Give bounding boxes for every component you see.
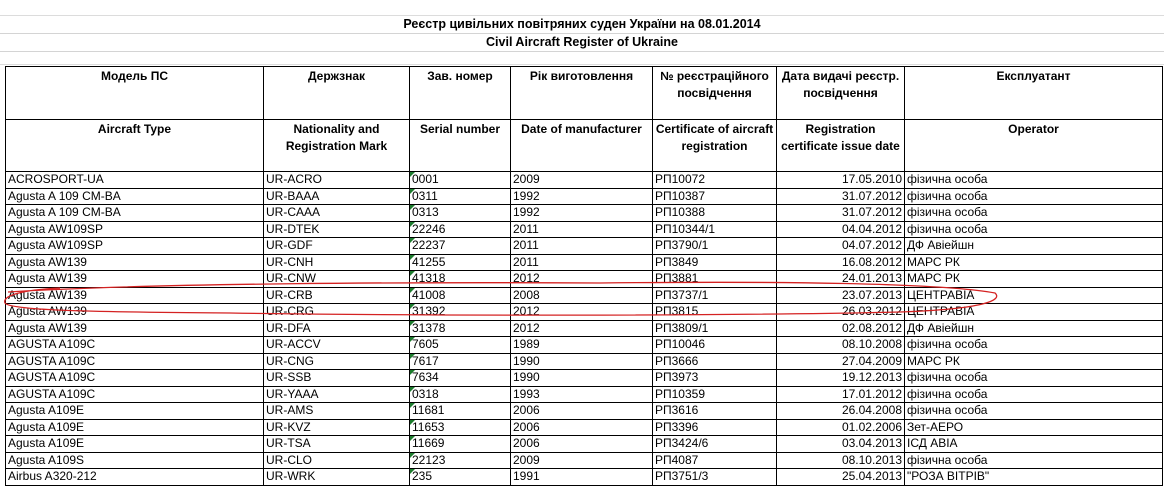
cell-issue-date[interactable]: 25.04.2013 (777, 469, 905, 486)
cell-aircraft-type[interactable]: AGUSTA A109C (6, 386, 264, 403)
cell-registration-mark[interactable]: UR-SSB (264, 370, 410, 387)
header-registration-mark-ua[interactable]: Держзнак (264, 67, 410, 120)
cell-aircraft-type[interactable]: Agusta AW139 (6, 320, 264, 337)
cell-issue-date[interactable]: 31.07.2012 (777, 188, 905, 205)
cell-aircraft-type[interactable]: Agusta A109E (6, 419, 264, 436)
cell-year[interactable]: 1989 (511, 337, 653, 354)
cell-aircraft-type[interactable]: Agusta AW109SP (6, 238, 264, 255)
cell-registration-mark[interactable]: UR-AMS (264, 403, 410, 420)
cell-year[interactable]: 1991 (511, 469, 653, 486)
cell-serial-number[interactable]: 22123 (410, 452, 511, 469)
cell-issue-date[interactable]: 27.04.2009 (777, 353, 905, 370)
cell-year[interactable]: 2012 (511, 271, 653, 288)
cell-registration-mark[interactable]: UR-BAAA (264, 188, 410, 205)
cell-certificate[interactable]: РП3396 (653, 419, 777, 436)
cell-issue-date[interactable]: 01.02.2006 (777, 419, 905, 436)
header-date-of-manufacture[interactable]: Date of manufacturer (511, 120, 653, 172)
header-serial-number-ua[interactable]: Зав. номер (410, 67, 511, 120)
cell-issue-date[interactable]: 23.07.2013 (777, 287, 905, 304)
cell-aircraft-type[interactable]: AGUSTA A109C (6, 353, 264, 370)
cell-certificate[interactable]: РП3809/1 (653, 320, 777, 337)
cell-serial-number[interactable]: 31392 (410, 304, 511, 321)
cell-issue-date[interactable]: 26.03.2012 (777, 304, 905, 321)
table-row (6, 386, 1163, 403)
cell-certificate[interactable]: РП3424/6 (653, 436, 777, 453)
header-row-ua (6, 67, 1163, 120)
cell-registration-mark[interactable]: UR-GDF (264, 238, 410, 255)
table-row (6, 452, 1163, 469)
cell-operator[interactable]: Зет-АЕРО (905, 419, 1163, 436)
cell-year[interactable]: 2009 (511, 452, 653, 469)
cell-certificate[interactable]: РП3616 (653, 403, 777, 420)
table-row (6, 469, 1163, 486)
cell-serial-number[interactable]: 22237 (410, 238, 511, 255)
cell-aircraft-type[interactable]: Agusta AW139 (6, 271, 264, 288)
table-row (6, 188, 1163, 205)
cell-serial-number[interactable]: 7634 (410, 370, 511, 387)
header-registration-mark[interactable]: Nationality and Registration Mark (264, 120, 410, 172)
cell-issue-date[interactable]: 16.08.2012 (777, 254, 905, 271)
cell-registration-mark[interactable]: UR-DFA (264, 320, 410, 337)
register-body (6, 172, 1163, 486)
cell-year[interactable]: 1990 (511, 353, 653, 370)
cell-certificate[interactable]: РП10388 (653, 205, 777, 222)
cell-registration-mark[interactable]: UR-CNH (264, 254, 410, 271)
cell-aircraft-type[interactable]: Agusta A109S (6, 452, 264, 469)
cell-registration-mark[interactable]: UR-CNG (264, 353, 410, 370)
cell-certificate[interactable]: РП4087 (653, 452, 777, 469)
cell-year[interactable]: 2006 (511, 419, 653, 436)
cell-aircraft-type[interactable]: Agusta AW109SP (6, 221, 264, 238)
table-row (6, 238, 1163, 255)
cell-issue-date[interactable]: 26.04.2008 (777, 403, 905, 420)
cell-registration-mark[interactable]: UR-DTEK (264, 221, 410, 238)
header-serial-number[interactable]: Serial number (410, 120, 511, 172)
cell-aircraft-type[interactable]: Agusta A109E (6, 436, 264, 453)
cell-issue-date[interactable]: 04.07.2012 (777, 238, 905, 255)
table-row (6, 353, 1163, 370)
cell-year[interactable]: 1990 (511, 370, 653, 387)
cell-operator[interactable]: ДФ Авіейшн (905, 320, 1163, 337)
register-title-ua: Реєстр цивільних повітряних суден України на 08.01.2014 (0, 16, 1164, 34)
cell-certificate[interactable]: РП10072 (653, 172, 777, 189)
cell-issue-date[interactable]: 24.01.2013 (777, 271, 905, 288)
grid-line (0, 64, 1164, 65)
cell-year[interactable]: 2006 (511, 436, 653, 453)
cell-operator[interactable]: фізична особа (905, 221, 1163, 238)
table-row (6, 337, 1163, 354)
header-certificate-ua[interactable]: № реєстраційного посвідчення (653, 67, 777, 120)
cell-issue-date[interactable]: 08.10.2008 (777, 337, 905, 354)
cell-operator[interactable]: фізична особа (905, 370, 1163, 387)
cell-aircraft-type[interactable]: AGUSTA A109C (6, 370, 264, 387)
table-row (6, 320, 1163, 337)
cell-operator[interactable]: фізична особа (905, 337, 1163, 354)
cell-operator[interactable]: фізична особа (905, 452, 1163, 469)
cell-registration-mark[interactable]: UR-TSA (264, 436, 410, 453)
cell-aircraft-type[interactable]: ACROSPORT-UA (6, 172, 264, 189)
cell-certificate[interactable]: РП3815 (653, 304, 777, 321)
cell-certificate[interactable]: РП3973 (653, 370, 777, 387)
cell-issue-date[interactable]: 08.10.2013 (777, 452, 905, 469)
cell-issue-date[interactable]: 03.04.2013 (777, 436, 905, 453)
table-row-highlighted (6, 287, 1163, 304)
cell-serial-number[interactable]: 0311 (410, 188, 511, 205)
cell-certificate[interactable]: РП3666 (653, 353, 777, 370)
cell-aircraft-type[interactable]: Agusta A109E (6, 403, 264, 420)
cell-operator[interactable]: фізична особа (905, 386, 1163, 403)
cell-year[interactable]: 2006 (511, 403, 653, 420)
cell-aircraft-type[interactable]: Agusta A 109 CM-BA (6, 205, 264, 222)
table-row (6, 370, 1163, 387)
header-year-ua[interactable]: Рік виготовлення (511, 67, 653, 120)
cell-aircraft-type[interactable]: Airbus A320-212 (6, 469, 264, 486)
table-row (6, 172, 1163, 189)
cell-serial-number[interactable]: 0313 (410, 205, 511, 222)
table-row (6, 205, 1163, 222)
cell-operator[interactable]: фізична особа (905, 188, 1163, 205)
cell-year[interactable]: 2012 (511, 320, 653, 337)
cell-operator[interactable]: "РОЗА ВІТРІВ" (905, 469, 1163, 486)
table-row (6, 403, 1163, 420)
table-row (6, 419, 1163, 436)
cell-issue-date[interactable]: 17.01.2012 (777, 386, 905, 403)
cell-year[interactable]: 2009 (511, 172, 653, 189)
cell-registration-mark[interactable]: UR-CRB (264, 287, 410, 304)
cell-serial-number[interactable]: 41255 (410, 254, 511, 271)
table-row (6, 304, 1163, 321)
cell-issue-date[interactable]: 17.05.2010 (777, 172, 905, 189)
table-row (6, 254, 1163, 271)
cell-aircraft-type[interactable]: Agusta A 109 CM-BA (6, 188, 264, 205)
cell-registration-mark[interactable]: UR-CRG (264, 304, 410, 321)
aircraft-register-table (5, 66, 1163, 486)
cell-certificate[interactable]: РП3790/1 (653, 238, 777, 255)
cell-certificate[interactable]: РП3849 (653, 254, 777, 271)
table-row (6, 221, 1163, 238)
grid-line (0, 15, 1164, 16)
cell-registration-mark[interactable]: UR-ACRO (264, 172, 410, 189)
table-row (6, 436, 1163, 453)
cell-registration-mark[interactable]: UR-ACCV (264, 337, 410, 354)
cell-registration-mark[interactable]: UR-CNW (264, 271, 410, 288)
cell-certificate[interactable]: РП10387 (653, 188, 777, 205)
cell-registration-mark[interactable]: UR-CAAA (264, 205, 410, 222)
header-operator[interactable]: Operator (905, 120, 1163, 172)
cell-year[interactable]: 1993 (511, 386, 653, 403)
cell-certificate[interactable]: РП3751/3 (653, 469, 777, 486)
cell-registration-mark[interactable]: UR-CLO (264, 452, 410, 469)
cell-certificate[interactable]: РП10046 (653, 337, 777, 354)
cell-serial-number[interactable]: 41008 (410, 287, 511, 304)
cell-operator[interactable]: ЦЕНТРАВІА (905, 304, 1163, 321)
header-issue-date-ua[interactable]: Дата видачі реєстр. посвідчення (777, 67, 905, 120)
header-issue-date[interactable]: Registration certificate issue date (777, 120, 905, 172)
cell-serial-number[interactable]: 31378 (410, 320, 511, 337)
cell-serial-number[interactable]: 0318 (410, 386, 511, 403)
cell-registration-mark[interactable]: UR-WRK (264, 469, 410, 486)
cell-year[interactable]: 2011 (511, 221, 653, 238)
cell-serial-number[interactable]: 11669 (410, 436, 511, 453)
cell-year[interactable]: 2012 (511, 304, 653, 321)
cell-certificate[interactable]: РП10359 (653, 386, 777, 403)
header-certificate[interactable]: Certificate of aircraft registration (653, 120, 777, 172)
cell-serial-number[interactable]: 11681 (410, 403, 511, 420)
cell-operator[interactable]: МАРС РК (905, 353, 1163, 370)
header-operator-ua[interactable]: Експлуатант (905, 67, 1163, 120)
cell-serial-number[interactable]: 7605 (410, 337, 511, 354)
cell-operator[interactable]: ЦЕНТРАВІА (905, 287, 1163, 304)
cell-issue-date[interactable]: 04.04.2012 (777, 221, 905, 238)
cell-operator[interactable]: фізична особа (905, 172, 1163, 189)
cell-serial-number[interactable]: 0001 (410, 172, 511, 189)
cell-year[interactable]: 2011 (511, 238, 653, 255)
cell-operator[interactable]: МАРС РК (905, 271, 1163, 288)
cell-aircraft-type[interactable]: AGUSTA A109C (6, 337, 264, 354)
cell-registration-mark[interactable]: UR-YAAA (264, 386, 410, 403)
cell-aircraft-type[interactable]: Agusta AW139 (6, 304, 264, 321)
cell-year[interactable]: 1992 (511, 205, 653, 222)
cell-operator[interactable]: фізична особа (905, 403, 1163, 420)
header-aircraft-type[interactable]: Aircraft Type (6, 120, 264, 172)
cell-year[interactable]: 1992 (511, 188, 653, 205)
header-aircraft-model-ua[interactable]: Модель ПС (6, 67, 264, 120)
cell-operator[interactable]: МАРС РК (905, 254, 1163, 271)
cell-issue-date[interactable]: 02.08.2012 (777, 320, 905, 337)
cell-serial-number[interactable]: 11653 (410, 419, 511, 436)
cell-operator[interactable]: ДФ Авіейшн (905, 238, 1163, 255)
cell-aircraft-type[interactable]: Agusta AW139 (6, 254, 264, 271)
cell-issue-date[interactable]: 19.12.2013 (777, 370, 905, 387)
cell-certificate[interactable]: РП3881 (653, 271, 777, 288)
cell-operator[interactable]: ІСД АВІА (905, 436, 1163, 453)
cell-year[interactable]: 2008 (511, 287, 653, 304)
cell-year[interactable]: 2011 (511, 254, 653, 271)
header-row-en (6, 120, 1163, 172)
cell-registration-mark[interactable]: UR-KVZ (264, 419, 410, 436)
cell-serial-number[interactable]: 7617 (410, 353, 511, 370)
cell-serial-number[interactable]: 41318 (410, 271, 511, 288)
cell-aircraft-type[interactable]: Agusta AW139 (6, 287, 264, 304)
cell-serial-number[interactable]: 22246 (410, 221, 511, 238)
register-title-en: Civil Aircraft Register of Ukraine (0, 34, 1164, 52)
cell-operator[interactable]: фізична особа (905, 205, 1163, 222)
cell-issue-date[interactable]: 31.07.2012 (777, 205, 905, 222)
cell-certificate[interactable]: РП3737/1 (653, 287, 777, 304)
table-row (6, 271, 1163, 288)
cell-serial-number[interactable]: 235 (410, 469, 511, 486)
cell-certificate[interactable]: РП10344/1 (653, 221, 777, 238)
